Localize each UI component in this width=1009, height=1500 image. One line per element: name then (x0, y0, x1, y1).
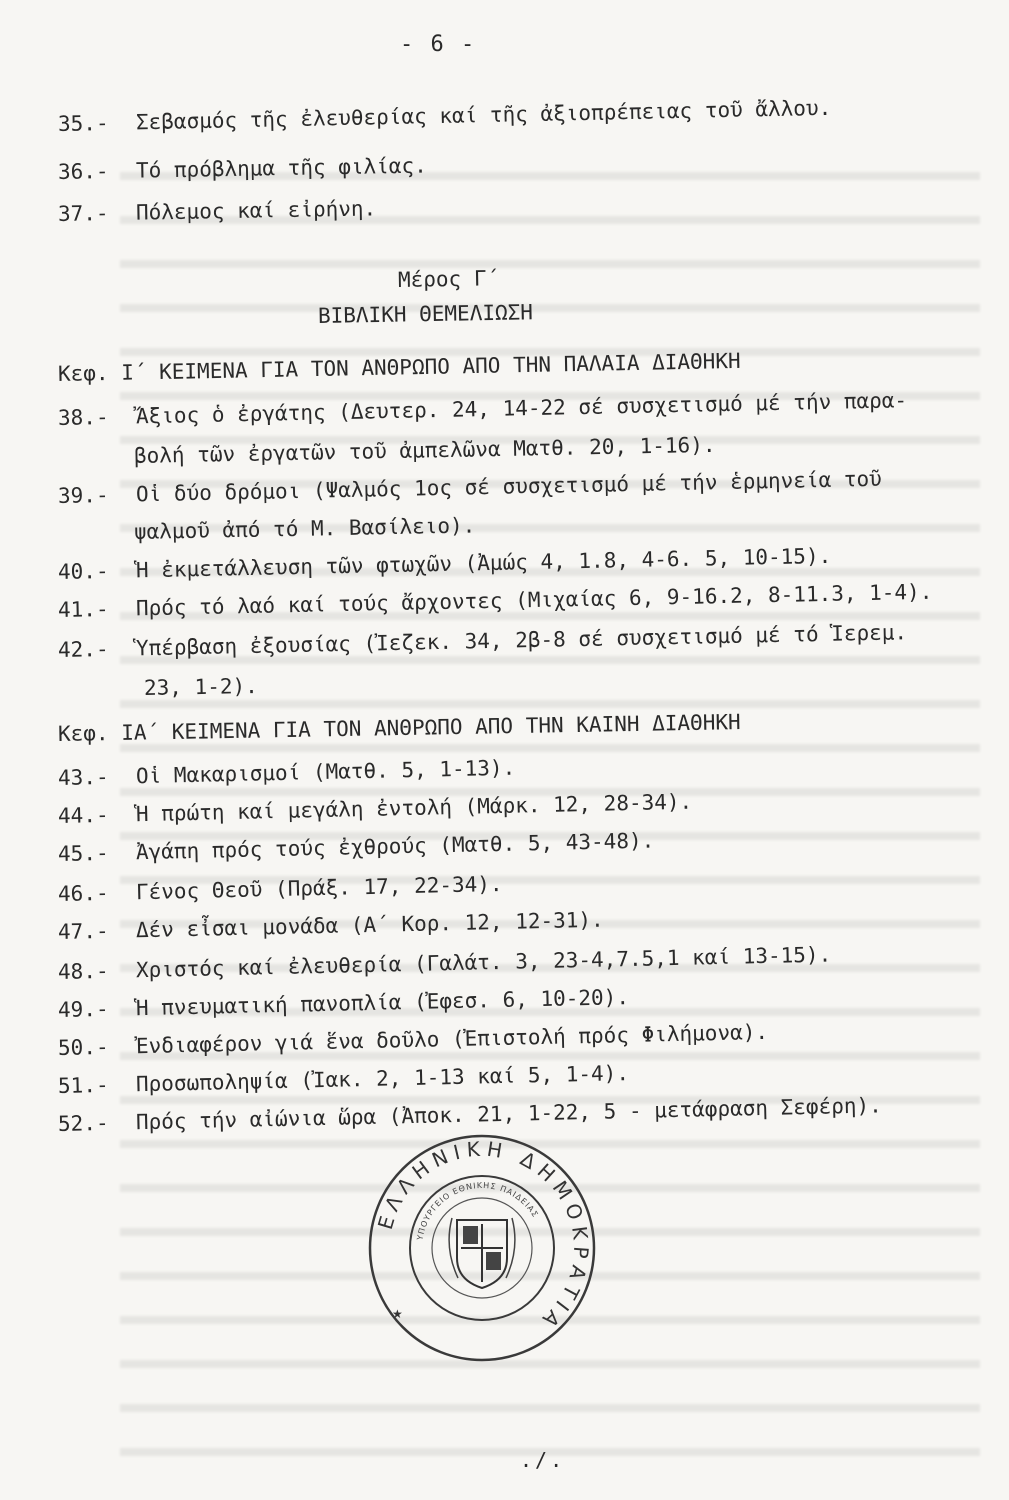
list-item (58, 1020, 769, 1060)
continuation-mark: ./. (520, 1448, 566, 1472)
item-number: 41.- (57, 596, 109, 622)
item-number: 35.- (57, 110, 109, 136)
item-text: Δέν εἶσαι μονάδα (Α΄ Κορ. 12, 12-31). (135, 907, 604, 943)
svg-text:ΥΠΟΥΡΓΕΙΟ ΕΘΝΙΚΗΣ ΠΑΙΔΕΙΑΣ: ΥΠΟΥΡΓΕΙΟ ΕΘΝΙΚΗΣ ΠΑΙΔΕΙΑΣ (415, 1180, 541, 1241)
item-number: 43.- (57, 764, 109, 790)
list-item (58, 756, 516, 790)
item-number: 50.- (57, 1034, 109, 1060)
list-item (58, 154, 427, 184)
item-text: Σεβασμός τῆς ἐλευθερίας καί τῆς ἀξιοπρέπειας τοῦ ἄλλου. (135, 95, 832, 135)
item-continuation: ψαλμοῦ ἀπό τό Μ. Βασίλειο). (133, 513, 476, 544)
item-number: 48.- (57, 958, 109, 984)
item-continuation: βολή τῶν ἐργατῶν τοῦ ἀμπελῶνα Ματθ. 20, 1-16). (133, 432, 716, 468)
list-item (58, 942, 832, 984)
item-number: 46.- (57, 880, 109, 906)
list-item (58, 1061, 629, 1098)
part-subtitle: ΒΙΒΛΙΚΗ ΘΕΜΕΛΙΩΣΗ (317, 300, 534, 328)
list-item (58, 872, 503, 906)
item-text: Ἡ ἐκμετάλλευση τῶν φτωχῶν (Ἀμώς 4, 1.8, 4-6. 5, 10-15). (135, 543, 832, 583)
item-text: Ἀγάπη πρός τούς ἐχθρούς (Ματθ. 5, 43-48). (135, 828, 655, 865)
item-text: Οἱ δύο δρόμοι (Ψαλμός 1ος σέ συσχετισμό μέ τήν ἑρμηνεία τοῦ (135, 466, 883, 507)
item-text: Τό πρόβλημα τῆς φιλίας. (135, 153, 427, 183)
item-text: Ὑπέρβαση ἐξουσίας (Ἰεζεκ. 34, 2β-8 σέ συσχετισμό μέ τό Ἱερεμ. (135, 620, 908, 661)
svg-text:★: ★ (392, 1307, 403, 1321)
item-text: Χριστός καί ἐλευθερία (Γαλάτ. 3, 23-4,7.5,1 καί 13-15). (135, 942, 832, 983)
item-number: 40.- (57, 558, 109, 584)
item-text: Πρός τήν αἰώνια ὥρα (Ἀποκ. 21, 1-22, 5 - μετάφραση Σεφέρη). (135, 1093, 883, 1135)
svg-text:ΕΛΛΗΝΙΚΗ ΔΗΜΟΚΡΑΤΙΑ: ΕΛΛΗΝΙΚΗ ΔΗΜΟΚΡΑΤΙΑ (372, 1136, 594, 1337)
item-text: Ἄξιος ὁ ἐργάτης (Δευτερ. 24, 14-22 σέ συσχετισμό μέ τήν παρα- (135, 388, 908, 429)
item-continuation: 23, 1-2). (143, 674, 258, 700)
item-text: Γένος Θεοῦ (Πράξ. 17, 22-34). (135, 871, 503, 905)
list-item (58, 828, 655, 866)
item-number: 47.- (57, 918, 109, 944)
item-text: Ἐνδιαφέρον γιά ἕνα δοῦλο (Ἐπιστολή πρός Φιλήμονα). (135, 1019, 769, 1059)
list-item (58, 467, 882, 508)
list-item (58, 388, 908, 430)
part-title: Μέρος Γ΄ (397, 266, 500, 292)
item-number: 36.- (57, 159, 109, 184)
item-text: Ἡ πνευματική πανοπλία (Ἐφεσ. 6, 10-20). (135, 985, 630, 1021)
list-item (58, 908, 604, 944)
item-text: Οἱ Μακαρισμοί (Ματθ. 5, 1-13). (135, 755, 516, 789)
chapter-heading: Κεφ. ΙΑ΄ ΚΕΙΜΕΝΑ ΓΙΑ ΤΟΝ ΑΝΘΡΩΠΟ ΑΠΟ ΤΗΝ ΚΑΙΝΗ ΔΙΑΘΗΚΗ (57, 710, 741, 746)
item-text: Πρός τό λαό καί τούς ἄρχοντες (Μιχαίας 6, 9-16.2, 8-11.3, 1-4). (135, 579, 933, 621)
list-item (58, 620, 908, 662)
item-number: 52.- (57, 1110, 109, 1136)
list-item (58, 790, 693, 828)
chapter-heading: Κεφ. Ι΄ ΚΕΙΜΕΝΑ ΓΙΑ ΤΟΝ ΑΝΘΡΩΠΟ ΑΠΟ ΤΗΝ ΠΑΛΑΙΑ ΔΙΑΘΗΚΗ (57, 348, 741, 386)
list-item (58, 985, 629, 1022)
page-number: - 6 - (400, 32, 477, 57)
item-text: Προσωποληψία (Ἰακ. 2, 1-13 καί 5, 1-4). (135, 1061, 630, 1097)
item-number: 38.- (57, 404, 109, 430)
item-number: 51.- (57, 1072, 109, 1098)
item-number: 49.- (57, 996, 109, 1022)
item-text: Ἡ πρώτη καί μεγάλη ἐντολή (Μάρκ. 12, 28-34). (135, 789, 693, 827)
item-number: 37.- (57, 201, 109, 226)
item-number: 45.- (57, 840, 109, 866)
list-item (58, 580, 933, 622)
item-number: 42.- (57, 636, 109, 662)
item-number: 44.- (57, 802, 109, 828)
list-item (58, 544, 832, 584)
list-item (58, 196, 377, 226)
item-text: Πόλεμος καί εἰρήνη. (135, 196, 377, 225)
official-seal-icon (362, 1128, 602, 1368)
item-number: 39.- (57, 482, 109, 508)
list-item (58, 96, 832, 136)
